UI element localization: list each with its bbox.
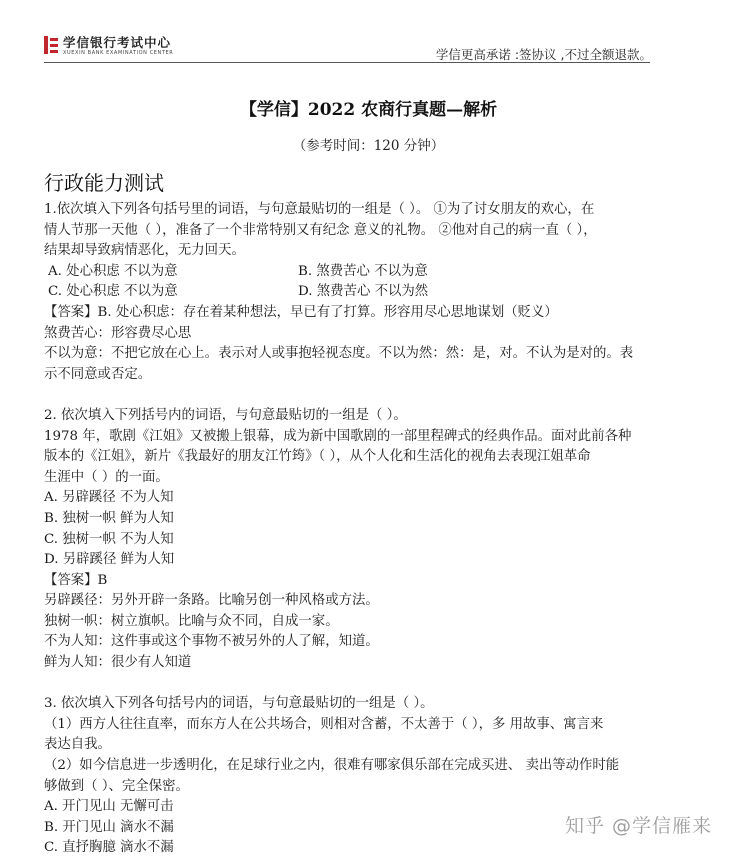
- section-heading: 行政能力测试: [44, 171, 164, 195]
- question-3: [44, 694, 654, 859]
- explanation-line: 不以为意：不把它放在心上。表示对人或事抱轻视态度。不以为然：然：是，对。不认为是对的。表: [44, 346, 634, 362]
- option-d: D. 另辟蹊径 鲜为人知: [44, 552, 175, 568]
- option-c: C. 独树一帜 不为人知: [44, 531, 174, 547]
- explanation-line: 独树一帜：树立旗帜。比喻与众不同，自成一家。: [44, 613, 339, 629]
- answer-line: 【答案】B. 处心积虑：存在着某种想法，早已有了打算。形容用尽心思地谋划（贬义）: [44, 304, 558, 320]
- question-text: 表达自我。: [44, 737, 111, 753]
- question-text: 1.依次填入下列各句括号里的词语，与句意最贴切的一组是（ ）。 ①为了讨女朋友的欢心，在: [44, 202, 595, 217]
- explanation-line: 另辟蹊径：另外开辟一条路。比喻另创一种风格或方法。: [44, 593, 379, 609]
- question-text: 够做到（ ）、完全保密。: [44, 778, 189, 794]
- question-2: [44, 406, 654, 674]
- header-promise: 学信更高承诺 :签协议 ,不过全额退款。: [435, 47, 652, 62]
- option-d: D. 煞费苦心 不以为然: [298, 284, 429, 300]
- option-a: A. 处心积虑 不以为意: [48, 263, 178, 279]
- question-text: 情人节那一天他（ ），准备了一个非常特别又有纪念 意义的礼物。 ②他对自己的病一直（ ），: [44, 222, 597, 238]
- question-text: 生涯中（ ）的一面。: [44, 469, 169, 485]
- option-a: A. 另辟蹊径 不为人知: [44, 490, 174, 506]
- document-body: [44, 200, 654, 859]
- logo-icon: [44, 36, 58, 54]
- explanation-line: 示不同意或否定。: [44, 366, 152, 382]
- option-row: [44, 262, 654, 283]
- question-text: （2）如今信息进一步透明化，在足球行业之内，很难有哪家俱乐部在完成买进、 卖出等动作时能: [44, 758, 620, 774]
- logo-english: XUEXIN BANK EXAMINATION CENTER: [63, 50, 174, 56]
- question-text: 2. 依次填入下列括号内的词语，与句意最贴切的一组是（ ）。: [44, 407, 407, 423]
- option-row: [44, 282, 654, 303]
- zhihu-watermark: 知乎 @学信雁来: [565, 815, 713, 837]
- option-c: C. 处心积虑 不以为意: [48, 284, 178, 300]
- question-text: 1978 年，歌剧《江姐》又被搬上银幕，成为新中国歌剧的一部里程碑式的经典作品。面对此前各种: [44, 428, 632, 444]
- page-header: [0, 0, 737, 64]
- logo-name: 学信银行考试中心: [63, 35, 172, 50]
- question-text: 结果却导致病情恶化，无力回天。: [44, 243, 245, 259]
- document-title: 【学信】2022 农商行真题—解析: [239, 100, 498, 120]
- question-text: （1）西方人往往直率，而东方人在公共场合，则相对含蓄，不太善于（ ），多 用故事、寓言来: [44, 716, 604, 732]
- option-b: B. 开门见山 滴水不漏: [44, 819, 174, 835]
- answer-line: 【答案】B: [44, 572, 108, 588]
- explanation-line: 鲜为人知：很少有人知道: [44, 655, 192, 671]
- option-b: B. 独树一帜 鲜为人知: [44, 510, 174, 526]
- explanation-line: 不为人知：这件事或这个事物不被另外的人了解，知道。: [44, 634, 379, 650]
- brand-logo: [44, 36, 173, 57]
- option-b: B. 煞费苦心 不以为意: [298, 263, 428, 279]
- question-text: 版本的《江姐》，新片《我最好的朋友江竹筠》（ ），从个人化和生活化的视角去表现江姐革命: [44, 449, 591, 465]
- question-text: 3. 依次填入下列各句括号内的词语，与句意最贴切的一组是（ ）。: [44, 696, 434, 712]
- explanation-line: 煞费苦心：形容费尽心思: [44, 325, 192, 341]
- header-divider: [44, 62, 650, 63]
- option-a: A. 开门见山 无懈可击: [44, 799, 174, 815]
- question-1: [44, 200, 654, 385]
- option-c: C. 直抒胸臆 滴水不漏: [44, 840, 174, 856]
- reference-time: （参考时间：120 分钟）: [292, 138, 445, 154]
